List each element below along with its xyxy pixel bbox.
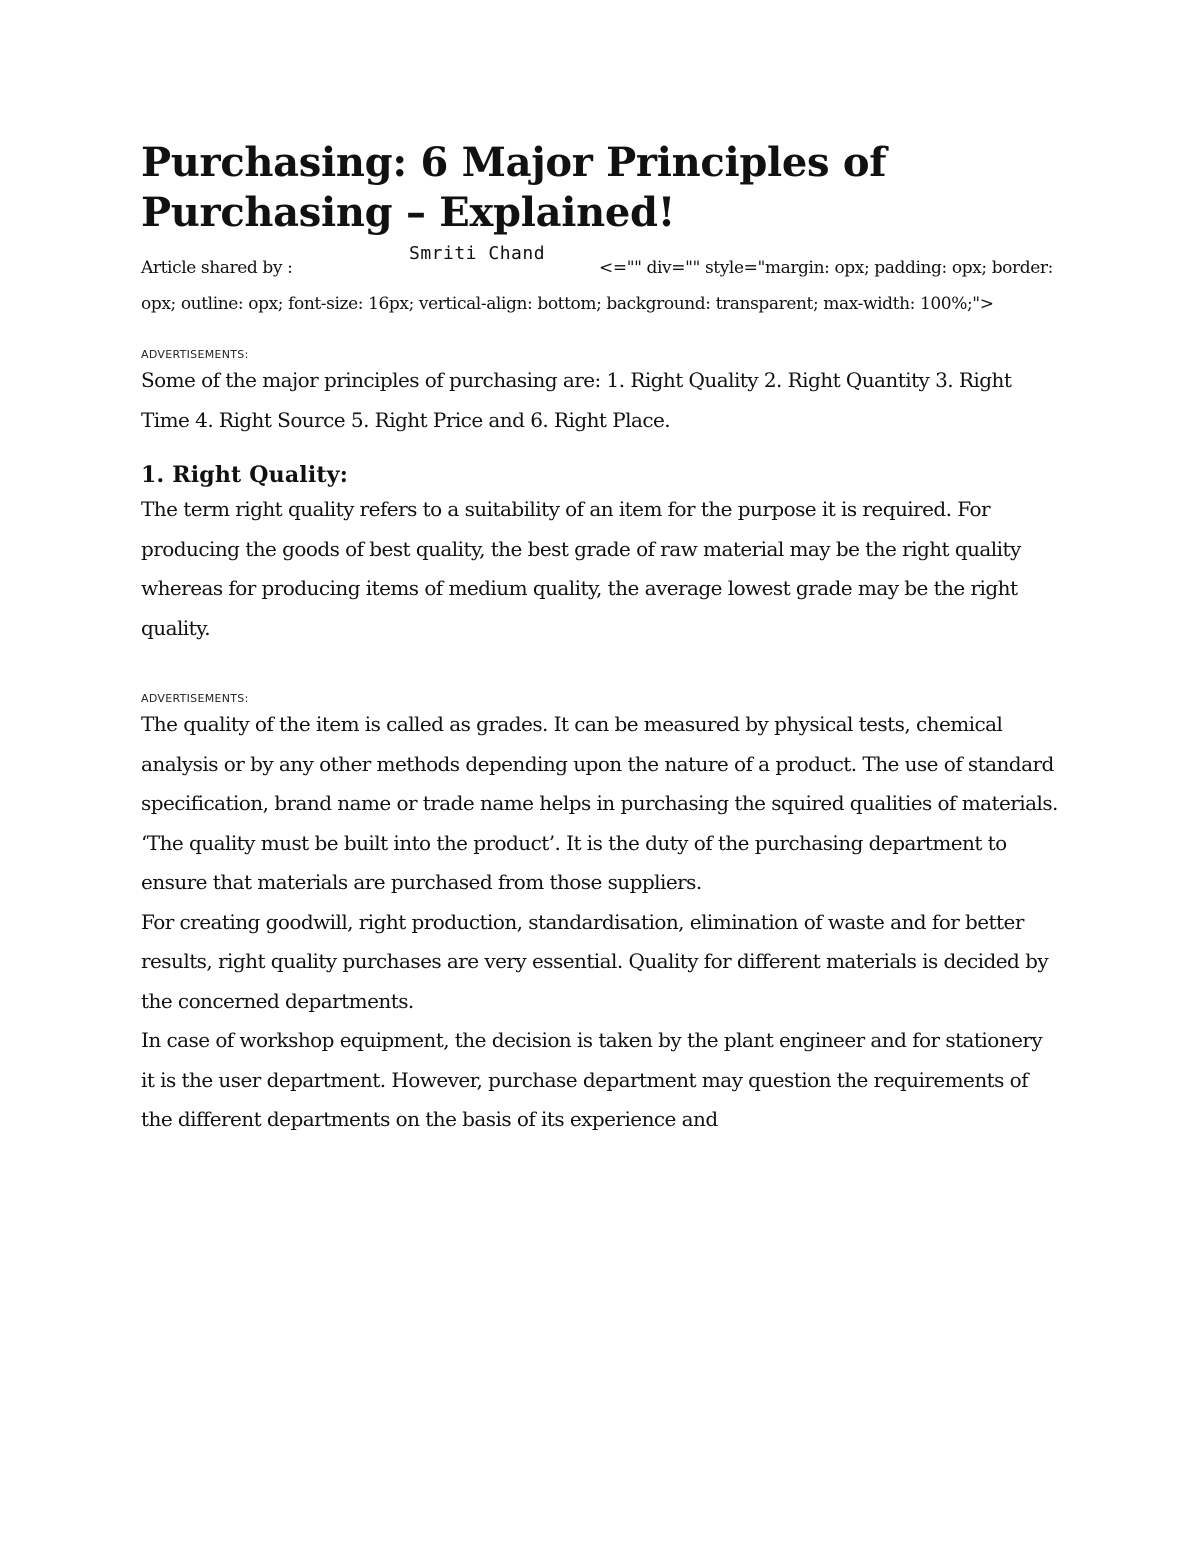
advertisements-label: ADVERTISEMENTS: <box>141 692 249 705</box>
document-page <box>141 138 1061 1140</box>
paragraph: The quality of the item is called as grades. It can be measured by physical tests, chemical analysis or by any other methods depending upon the nature of a product. The use of standard specification, brand name or trade name helps in purchasing the squired qualities of materials. ‘The quality must be built into the product’. It is the duty of the purchasing department to ensure that materials are purchased from those suppliers. <box>141 712 1058 894</box>
stray-markup-text: <="" div="" style="margin: opx; padding: opx; border: opx; outline: opx; font-size: 16px; vertical-align: bottom; background: transparent; max-width: 100%;"> <box>141 258 1053 314</box>
section-heading-right-quality: 1. Right Quality: <box>141 462 349 488</box>
intro-paragraph: Some of the major principles of purchasing are: 1. Right Quality 2. Right Quantity 3. Right Time 4. Right Source 5. Right Price and 6. Right Place. <box>141 368 1012 432</box>
author-name: Smriti Chand <box>409 243 546 264</box>
byline <box>141 243 1061 322</box>
paragraph: In case of workshop equipment, the decision is taken by the plant engineer and for stationery it is the user department. However, purchase department may question the requirements of the different departments on the basis of its experience and <box>141 1028 1043 1131</box>
byline-label: Article shared by : <box>141 258 293 278</box>
article-title: Purchasing: 6 Major Principles of Purchasing – Explained! <box>141 139 887 236</box>
advertisements-label: ADVERTISEMENTS: <box>141 348 249 361</box>
paragraph: The term right quality refers to a suitability of an item for the purpose it is required. For producing the goods of best quality, the best grade of raw material may be the right quality whereas for producing items of medium quality, the average lowest grade may be the right quality. <box>141 497 1021 640</box>
paragraph: For creating goodwill, right production, standardisation, elimination of waste and for better results, right quality purchases are very essential. Quality for different materials is decided by the concerned departments. <box>141 909 1049 1013</box>
